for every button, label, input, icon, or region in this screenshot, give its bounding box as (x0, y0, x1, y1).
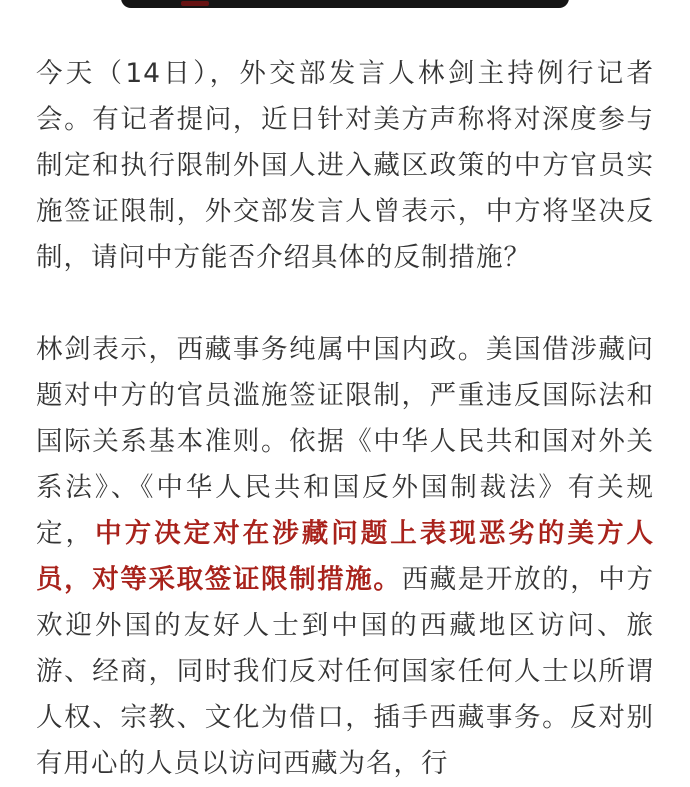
answer-highlight: 中方决定对在涉藏问题上表现恶劣的美方人员，对等采取签证限制措施。 (36, 518, 655, 595)
paragraph-answer (36, 327, 654, 787)
paragraph-question: 今天（14日），外交部发言人林剑主持例行记者会。有记者提问，近日针对美方声称将对深度参与制定和执行限制外国人进入藏区政策的中方官员实施签证限制，外交部发言人曾表示，中方将坚决反制，请问中方能否介绍具体的反制措施？ (36, 58, 654, 273)
embedded-media-bottom-edge (121, 0, 569, 8)
answer-text-before: 林剑表示，西藏事务纯属中国内政。美国借涉藏问题对中方的官员滥施签证限制，严重违反国际法和国际关系基本准则。依据《中华人民共和国对外关系法》、《中华人民共和国反外国制裁法》有关规定， (36, 334, 654, 549)
answer-text-after: 西藏是开放的，中方欢迎外国的友好人士到中国的西藏地区访问、旅游、经商，同时我们反对任何国家任何人士以所谓人权、宗教、文化为借口，插手西藏事务。反对别有用心的人员以访问西藏为名，行 (36, 564, 655, 779)
media-red-mark (181, 1, 209, 6)
article-body (36, 51, 654, 787)
